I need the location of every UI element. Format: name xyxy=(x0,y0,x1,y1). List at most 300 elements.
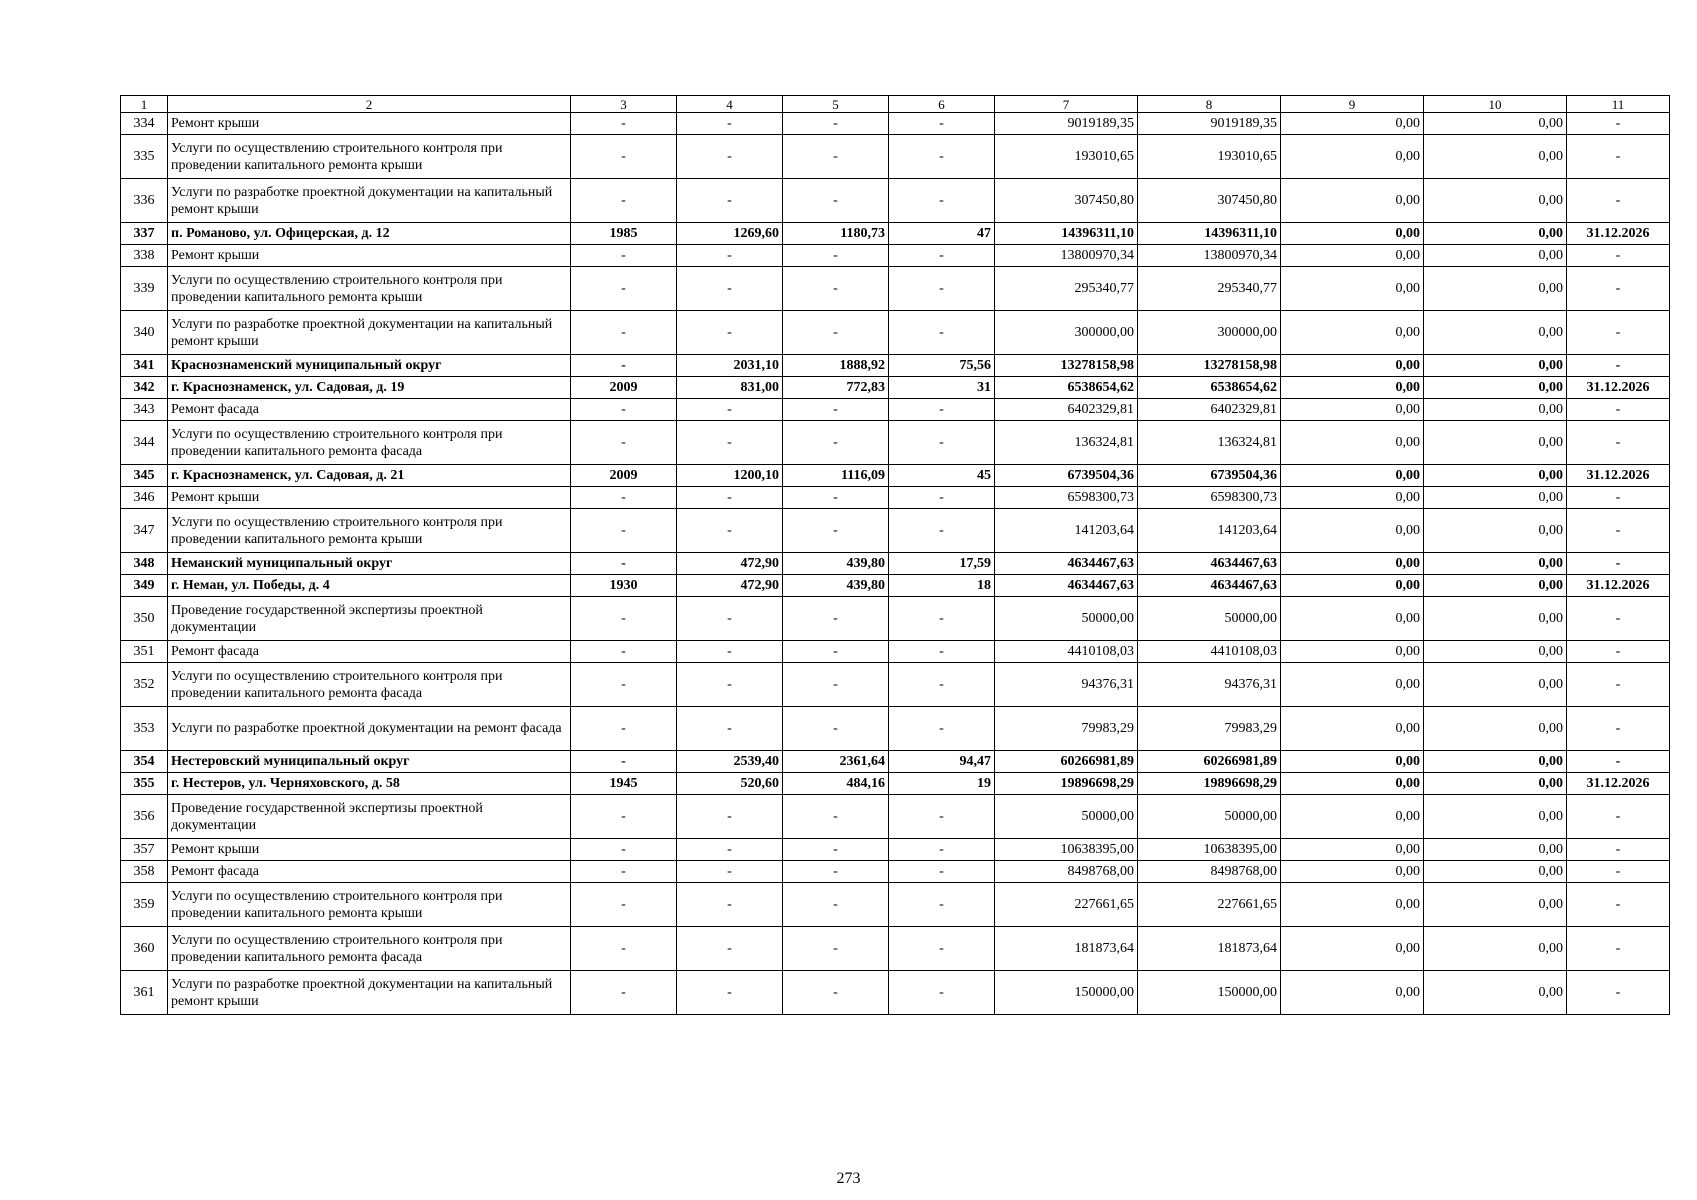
residents-cell: - xyxy=(889,245,995,267)
residents-cell: - xyxy=(889,311,995,355)
area-living-cell: - xyxy=(783,487,889,509)
cost-total-cell: 136324,81 xyxy=(995,421,1138,465)
year-cell: - xyxy=(571,751,677,773)
capital-repair-table xyxy=(120,95,1670,1015)
table-row xyxy=(121,751,1670,773)
deadline-cell: 31.12.2026 xyxy=(1567,575,1670,597)
cost-total-cell: 6598300,73 xyxy=(995,487,1138,509)
item-name-cell: Ремонт фасада xyxy=(168,399,571,421)
area-total-cell: - xyxy=(677,245,783,267)
row-number-cell: 339 xyxy=(121,267,168,311)
item-name-cell: Услуги по разработке проектной документации на капитальный ремонт крыши xyxy=(168,311,571,355)
table-row xyxy=(121,421,1670,465)
cost-other-cell: 0,00 xyxy=(1424,597,1567,641)
area-living-cell: - xyxy=(783,311,889,355)
item-name-cell: г. Нестеров, ул. Черняховского, д. 58 xyxy=(168,773,571,795)
row-number-cell: 335 xyxy=(121,135,168,179)
deadline-cell: - xyxy=(1567,795,1670,839)
residents-cell: - xyxy=(889,135,995,179)
cost-budget-cell: 0,00 xyxy=(1281,377,1424,399)
cost-fund-cell: 300000,00 xyxy=(1138,311,1281,355)
area-living-cell: 1888,92 xyxy=(783,355,889,377)
area-living-cell: - xyxy=(783,421,889,465)
area-total-cell: - xyxy=(677,883,783,927)
area-living-cell: - xyxy=(783,927,889,971)
year-cell: - xyxy=(571,795,677,839)
area-living-cell: 1116,09 xyxy=(783,465,889,487)
cost-fund-cell: 8498768,00 xyxy=(1138,861,1281,883)
year-cell: - xyxy=(571,707,677,751)
item-name-cell: Услуги по осуществлению строительного контроля при проведении капитального ремонта фасада xyxy=(168,421,571,465)
row-number-cell: 348 xyxy=(121,553,168,575)
cost-other-cell: 0,00 xyxy=(1424,135,1567,179)
table-row xyxy=(121,223,1670,245)
area-living-cell: - xyxy=(783,883,889,927)
cost-other-cell: 0,00 xyxy=(1424,465,1567,487)
row-number-cell: 345 xyxy=(121,465,168,487)
row-number-cell: 361 xyxy=(121,971,168,1015)
table-row xyxy=(121,487,1670,509)
cost-other-cell: 0,00 xyxy=(1424,795,1567,839)
deadline-cell: - xyxy=(1567,641,1670,663)
area-total-cell: - xyxy=(677,179,783,223)
area-total-cell: 472,90 xyxy=(677,553,783,575)
cost-budget-cell: 0,00 xyxy=(1281,839,1424,861)
deadline-cell: - xyxy=(1567,663,1670,707)
row-number-cell: 350 xyxy=(121,597,168,641)
cost-fund-cell: 6538654,62 xyxy=(1138,377,1281,399)
column-header: 8 xyxy=(1138,96,1281,113)
year-cell: - xyxy=(571,421,677,465)
deadline-cell: - xyxy=(1567,927,1670,971)
residents-cell: - xyxy=(889,421,995,465)
deadline-cell: - xyxy=(1567,597,1670,641)
year-cell: - xyxy=(571,355,677,377)
cost-budget-cell: 0,00 xyxy=(1281,641,1424,663)
cost-total-cell: 4634467,63 xyxy=(995,553,1138,575)
area-living-cell: - xyxy=(783,135,889,179)
area-living-cell: - xyxy=(783,399,889,421)
area-total-cell: 2031,10 xyxy=(677,355,783,377)
item-name-cell: г. Краснознаменск, ул. Садовая, д. 19 xyxy=(168,377,571,399)
area-total-cell: - xyxy=(677,971,783,1015)
cost-total-cell: 6739504,36 xyxy=(995,465,1138,487)
deadline-cell: - xyxy=(1567,553,1670,575)
year-cell: - xyxy=(571,927,677,971)
item-name-cell: Услуги по осуществлению строительного контроля при проведении капитального ремонта фасада xyxy=(168,927,571,971)
cost-budget-cell: 0,00 xyxy=(1281,509,1424,553)
cost-other-cell: 0,00 xyxy=(1424,751,1567,773)
deadline-cell: - xyxy=(1567,399,1670,421)
table-row xyxy=(121,971,1670,1015)
year-cell: - xyxy=(571,641,677,663)
cost-other-cell: 0,00 xyxy=(1424,113,1567,135)
row-number-cell: 354 xyxy=(121,751,168,773)
residents-cell: - xyxy=(889,795,995,839)
item-name-cell: Услуги по осуществлению строительного контроля при проведении капитального ремонта крыши xyxy=(168,509,571,553)
residents-cell: - xyxy=(889,971,995,1015)
item-name-cell: Услуги по разработке проектной документации на капитальный ремонт крыши xyxy=(168,971,571,1015)
cost-fund-cell: 193010,65 xyxy=(1138,135,1281,179)
cost-total-cell: 193010,65 xyxy=(995,135,1138,179)
row-number-cell: 352 xyxy=(121,663,168,707)
cost-total-cell: 94376,31 xyxy=(995,663,1138,707)
item-name-cell: г. Неман, ул. Победы, д. 4 xyxy=(168,575,571,597)
table-row xyxy=(121,311,1670,355)
area-living-cell: - xyxy=(783,179,889,223)
cost-total-cell: 4634467,63 xyxy=(995,575,1138,597)
row-number-cell: 356 xyxy=(121,795,168,839)
residents-cell: - xyxy=(889,399,995,421)
year-cell: - xyxy=(571,267,677,311)
cost-fund-cell: 50000,00 xyxy=(1138,597,1281,641)
table-body xyxy=(121,96,1670,1015)
row-number-cell: 349 xyxy=(121,575,168,597)
year-cell: - xyxy=(571,509,677,553)
table-row xyxy=(121,641,1670,663)
cost-other-cell: 0,00 xyxy=(1424,223,1567,245)
cost-total-cell: 227661,65 xyxy=(995,883,1138,927)
cost-budget-cell: 0,00 xyxy=(1281,113,1424,135)
cost-budget-cell: 0,00 xyxy=(1281,245,1424,267)
residents-cell: 47 xyxy=(889,223,995,245)
cost-fund-cell: 181873,64 xyxy=(1138,927,1281,971)
item-name-cell: Неманский муниципальный округ xyxy=(168,553,571,575)
cost-total-cell: 4410108,03 xyxy=(995,641,1138,663)
item-name-cell: Краснознаменский муниципальный округ xyxy=(168,355,571,377)
area-total-cell: - xyxy=(677,113,783,135)
cost-fund-cell: 19896698,29 xyxy=(1138,773,1281,795)
row-number-cell: 337 xyxy=(121,223,168,245)
cost-fund-cell: 14396311,10 xyxy=(1138,223,1281,245)
year-cell: - xyxy=(571,311,677,355)
item-name-cell: п. Романово, ул. Офицерская, д. 12 xyxy=(168,223,571,245)
cost-other-cell: 0,00 xyxy=(1424,773,1567,795)
deadline-cell: - xyxy=(1567,421,1670,465)
cost-other-cell: 0,00 xyxy=(1424,399,1567,421)
cost-other-cell: 0,00 xyxy=(1424,509,1567,553)
year-cell: - xyxy=(571,487,677,509)
year-cell: - xyxy=(571,179,677,223)
year-cell: - xyxy=(571,113,677,135)
residents-cell: - xyxy=(889,113,995,135)
area-living-cell: 772,83 xyxy=(783,377,889,399)
cost-fund-cell: 13278158,98 xyxy=(1138,355,1281,377)
cost-total-cell: 13800970,34 xyxy=(995,245,1138,267)
area-total-cell: - xyxy=(677,641,783,663)
residents-cell: 17,59 xyxy=(889,553,995,575)
cost-other-cell: 0,00 xyxy=(1424,245,1567,267)
area-living-cell: - xyxy=(783,113,889,135)
area-living-cell: - xyxy=(783,971,889,1015)
area-total-cell: 2539,40 xyxy=(677,751,783,773)
cost-total-cell: 14396311,10 xyxy=(995,223,1138,245)
column-header: 6 xyxy=(889,96,995,113)
residents-cell: - xyxy=(889,267,995,311)
cost-other-cell: 0,00 xyxy=(1424,179,1567,223)
item-name-cell: Ремонт крыши xyxy=(168,113,571,135)
row-number-cell: 358 xyxy=(121,861,168,883)
area-living-cell: 439,80 xyxy=(783,553,889,575)
cost-total-cell: 10638395,00 xyxy=(995,839,1138,861)
deadline-cell: - xyxy=(1567,311,1670,355)
year-cell: - xyxy=(571,399,677,421)
area-total-cell: - xyxy=(677,839,783,861)
cost-budget-cell: 0,00 xyxy=(1281,267,1424,311)
cost-budget-cell: 0,00 xyxy=(1281,421,1424,465)
table-row xyxy=(121,465,1670,487)
cost-budget-cell: 0,00 xyxy=(1281,553,1424,575)
area-living-cell: - xyxy=(783,509,889,553)
item-name-cell: Услуги по разработке проектной документации на ремонт фасада xyxy=(168,707,571,751)
cost-other-cell: 0,00 xyxy=(1424,421,1567,465)
column-header: 4 xyxy=(677,96,783,113)
column-header: 7 xyxy=(995,96,1138,113)
row-number-cell: 334 xyxy=(121,113,168,135)
cost-other-cell: 0,00 xyxy=(1424,839,1567,861)
table-row xyxy=(121,839,1670,861)
year-cell: - xyxy=(571,245,677,267)
area-total-cell: - xyxy=(677,311,783,355)
deadline-cell: - xyxy=(1567,883,1670,927)
item-name-cell: г. Краснознаменск, ул. Садовая, д. 21 xyxy=(168,465,571,487)
cost-total-cell: 60266981,89 xyxy=(995,751,1138,773)
cost-fund-cell: 141203,64 xyxy=(1138,509,1281,553)
area-living-cell: - xyxy=(783,795,889,839)
year-cell: 1985 xyxy=(571,223,677,245)
cost-total-cell: 141203,64 xyxy=(995,509,1138,553)
row-number-cell: 357 xyxy=(121,839,168,861)
residents-cell: - xyxy=(889,509,995,553)
area-total-cell: - xyxy=(677,421,783,465)
column-header: 3 xyxy=(571,96,677,113)
cost-fund-cell: 227661,65 xyxy=(1138,883,1281,927)
cost-budget-cell: 0,00 xyxy=(1281,795,1424,839)
row-number-cell: 353 xyxy=(121,707,168,751)
item-name-cell: Ремонт крыши xyxy=(168,839,571,861)
deadline-cell: 31.12.2026 xyxy=(1567,223,1670,245)
cost-fund-cell: 4634467,63 xyxy=(1138,575,1281,597)
cost-budget-cell: 0,00 xyxy=(1281,575,1424,597)
row-number-cell: 355 xyxy=(121,773,168,795)
area-living-cell: - xyxy=(783,245,889,267)
cost-budget-cell: 0,00 xyxy=(1281,135,1424,179)
deadline-cell: - xyxy=(1567,751,1670,773)
cost-budget-cell: 0,00 xyxy=(1281,971,1424,1015)
row-number-cell: 346 xyxy=(121,487,168,509)
area-living-cell: - xyxy=(783,839,889,861)
table-row xyxy=(121,509,1670,553)
residents-cell: - xyxy=(889,707,995,751)
table-row xyxy=(121,597,1670,641)
table-row xyxy=(121,707,1670,751)
cost-other-cell: 0,00 xyxy=(1424,707,1567,751)
row-number-cell: 340 xyxy=(121,311,168,355)
cost-total-cell: 13278158,98 xyxy=(995,355,1138,377)
column-header: 5 xyxy=(783,96,889,113)
cost-budget-cell: 0,00 xyxy=(1281,707,1424,751)
cost-budget-cell: 0,00 xyxy=(1281,663,1424,707)
table-row xyxy=(121,267,1670,311)
cost-budget-cell: 0,00 xyxy=(1281,179,1424,223)
deadline-cell: - xyxy=(1567,971,1670,1015)
item-name-cell: Ремонт фасада xyxy=(168,861,571,883)
item-name-cell: Услуги по разработке проектной документации на капитальный ремонт крыши xyxy=(168,179,571,223)
deadline-cell: - xyxy=(1567,707,1670,751)
table-row xyxy=(121,135,1670,179)
area-total-cell: - xyxy=(677,487,783,509)
deadline-cell: - xyxy=(1567,267,1670,311)
area-total-cell: - xyxy=(677,795,783,839)
cost-fund-cell: 307450,80 xyxy=(1138,179,1281,223)
table-row xyxy=(121,179,1670,223)
area-living-cell: 1180,73 xyxy=(783,223,889,245)
cost-fund-cell: 4634467,63 xyxy=(1138,553,1281,575)
cost-other-cell: 0,00 xyxy=(1424,553,1567,575)
cost-fund-cell: 94376,31 xyxy=(1138,663,1281,707)
table-row xyxy=(121,113,1670,135)
column-header: 1 xyxy=(121,96,168,113)
cost-other-cell: 0,00 xyxy=(1424,927,1567,971)
cost-other-cell: 0,00 xyxy=(1424,971,1567,1015)
area-living-cell: - xyxy=(783,641,889,663)
table-row xyxy=(121,377,1670,399)
deadline-cell: - xyxy=(1567,245,1670,267)
year-cell: - xyxy=(571,861,677,883)
item-name-cell: Услуги по осуществлению строительного контроля при проведении капитального ремонта крыши xyxy=(168,267,571,311)
residents-cell: - xyxy=(889,861,995,883)
cost-total-cell: 79983,29 xyxy=(995,707,1138,751)
area-living-cell: - xyxy=(783,707,889,751)
table-row xyxy=(121,399,1670,421)
deadline-cell: - xyxy=(1567,113,1670,135)
cost-other-cell: 0,00 xyxy=(1424,641,1567,663)
deadline-cell: 31.12.2026 xyxy=(1567,377,1670,399)
cost-total-cell: 19896698,29 xyxy=(995,773,1138,795)
row-number-cell: 338 xyxy=(121,245,168,267)
row-number-cell: 342 xyxy=(121,377,168,399)
year-cell: - xyxy=(571,135,677,179)
residents-cell: 31 xyxy=(889,377,995,399)
cost-other-cell: 0,00 xyxy=(1424,861,1567,883)
deadline-cell: - xyxy=(1567,861,1670,883)
cost-fund-cell: 10638395,00 xyxy=(1138,839,1281,861)
cost-other-cell: 0,00 xyxy=(1424,267,1567,311)
cost-fund-cell: 295340,77 xyxy=(1138,267,1281,311)
year-cell: 2009 xyxy=(571,465,677,487)
residents-cell: - xyxy=(889,927,995,971)
year-cell: 1930 xyxy=(571,575,677,597)
cost-budget-cell: 0,00 xyxy=(1281,597,1424,641)
item-name-cell: Проведение государственной экспертизы проектной документации xyxy=(168,597,571,641)
area-total-cell: 472,90 xyxy=(677,575,783,597)
cost-budget-cell: 0,00 xyxy=(1281,773,1424,795)
cost-other-cell: 0,00 xyxy=(1424,663,1567,707)
row-number-cell: 343 xyxy=(121,399,168,421)
deadline-cell: - xyxy=(1567,355,1670,377)
cost-total-cell: 307450,80 xyxy=(995,179,1138,223)
row-number-cell: 341 xyxy=(121,355,168,377)
item-name-cell: Услуги по осуществлению строительного контроля при проведении капитального ремонта фасада xyxy=(168,663,571,707)
cost-other-cell: 0,00 xyxy=(1424,355,1567,377)
residents-cell: - xyxy=(889,839,995,861)
area-total-cell: - xyxy=(677,663,783,707)
cost-total-cell: 8498768,00 xyxy=(995,861,1138,883)
deadline-cell: - xyxy=(1567,839,1670,861)
deadline-cell: 31.12.2026 xyxy=(1567,773,1670,795)
year-cell: 2009 xyxy=(571,377,677,399)
table-row xyxy=(121,795,1670,839)
cost-fund-cell: 150000,00 xyxy=(1138,971,1281,1015)
area-total-cell: - xyxy=(677,399,783,421)
cost-total-cell: 9019189,35 xyxy=(995,113,1138,135)
area-living-cell: 2361,64 xyxy=(783,751,889,773)
column-header: 11 xyxy=(1567,96,1670,113)
cost-total-cell: 6402329,81 xyxy=(995,399,1138,421)
year-cell: - xyxy=(571,883,677,927)
area-total-cell: 1200,10 xyxy=(677,465,783,487)
area-living-cell: - xyxy=(783,267,889,311)
year-cell: - xyxy=(571,663,677,707)
column-header: 10 xyxy=(1424,96,1567,113)
cost-total-cell: 181873,64 xyxy=(995,927,1138,971)
deadline-cell: - xyxy=(1567,509,1670,553)
row-number-cell: 360 xyxy=(121,927,168,971)
table-row xyxy=(121,773,1670,795)
item-name-cell: Ремонт крыши xyxy=(168,487,571,509)
table-row xyxy=(121,663,1670,707)
cost-total-cell: 150000,00 xyxy=(995,971,1138,1015)
area-total-cell: 1269,60 xyxy=(677,223,783,245)
area-total-cell: - xyxy=(677,267,783,311)
cost-budget-cell: 0,00 xyxy=(1281,465,1424,487)
cost-budget-cell: 0,00 xyxy=(1281,311,1424,355)
residents-cell: 18 xyxy=(889,575,995,597)
cost-total-cell: 6538654,62 xyxy=(995,377,1138,399)
cost-budget-cell: 0,00 xyxy=(1281,223,1424,245)
deadline-cell: 31.12.2026 xyxy=(1567,465,1670,487)
column-number-header-row xyxy=(121,96,1670,113)
cost-budget-cell: 0,00 xyxy=(1281,927,1424,971)
cost-other-cell: 0,00 xyxy=(1424,311,1567,355)
area-living-cell: 484,16 xyxy=(783,773,889,795)
year-cell: - xyxy=(571,553,677,575)
row-number-cell: 336 xyxy=(121,179,168,223)
area-total-cell: 831,00 xyxy=(677,377,783,399)
area-total-cell: - xyxy=(677,597,783,641)
cost-budget-cell: 0,00 xyxy=(1281,399,1424,421)
row-number-cell: 351 xyxy=(121,641,168,663)
cost-fund-cell: 4410108,03 xyxy=(1138,641,1281,663)
year-cell: - xyxy=(571,839,677,861)
area-living-cell: - xyxy=(783,663,889,707)
residents-cell: - xyxy=(889,883,995,927)
deadline-cell: - xyxy=(1567,135,1670,179)
cost-budget-cell: 0,00 xyxy=(1281,751,1424,773)
cost-budget-cell: 0,00 xyxy=(1281,883,1424,927)
cost-budget-cell: 0,00 xyxy=(1281,487,1424,509)
table-row xyxy=(121,861,1670,883)
table-row xyxy=(121,245,1670,267)
cost-total-cell: 50000,00 xyxy=(995,795,1138,839)
item-name-cell: Услуги по осуществлению строительного контроля при проведении капитального ремонта крыши xyxy=(168,883,571,927)
area-living-cell: 439,80 xyxy=(783,575,889,597)
item-name-cell: Ремонт крыши xyxy=(168,245,571,267)
table-row xyxy=(121,883,1670,927)
deadline-cell: - xyxy=(1567,487,1670,509)
cost-other-cell: 0,00 xyxy=(1424,377,1567,399)
table-row xyxy=(121,575,1670,597)
